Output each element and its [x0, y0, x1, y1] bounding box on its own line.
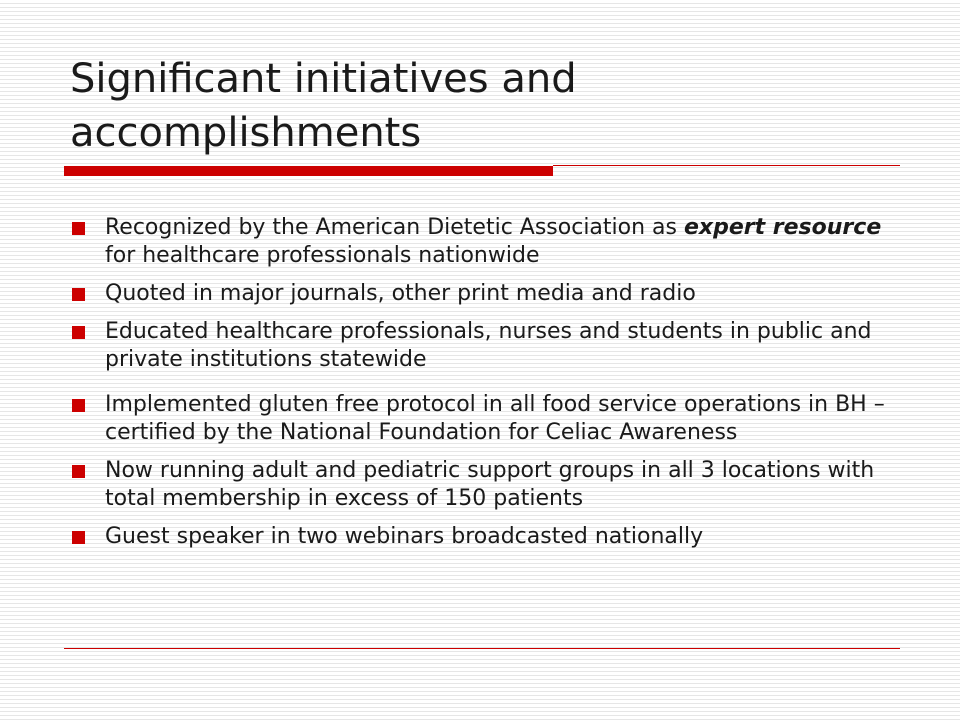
bullet-item	[72, 280, 902, 308]
bullet-text: Educated healthcare professionals, nurses and students in public and private institutions statewide	[105, 319, 872, 372]
bullet-text: Quoted in major journals, other print media and radio	[105, 281, 696, 306]
square-bullet-icon	[72, 288, 85, 301]
bullet-item	[72, 523, 902, 551]
bullet-text-lead: Recognized by the American Dietetic Association as	[105, 215, 684, 240]
title-underline-thin	[553, 165, 900, 166]
bullet-text: Guest speaker in two webinars broadcasted nationally	[105, 524, 704, 549]
bullet-item	[72, 318, 902, 374]
square-bullet-icon	[72, 326, 85, 339]
bullet-list	[72, 214, 902, 561]
footer-rule	[64, 648, 900, 649]
square-bullet-icon	[72, 531, 85, 544]
bullet-item	[72, 214, 902, 270]
square-bullet-icon	[72, 399, 85, 412]
square-bullet-icon	[72, 222, 85, 235]
title-underline-thick	[64, 166, 553, 176]
slide-title: Significant initiatives and accomplishments	[70, 56, 577, 156]
bullet-text: Implemented gluten free protocol in all food service operations in BH – certified by the National Foundation for Celiac Awareness	[105, 392, 885, 445]
bullet-text: Now running adult and pediatric support groups in all 3 locations with total membership in excess of 150 patients	[105, 458, 875, 511]
bullet-item	[72, 391, 902, 447]
bullet-text-tail: for healthcare professionals nationwide	[105, 243, 540, 268]
bullet-item	[72, 457, 902, 513]
bullet-text-emphasis: expert resource	[683, 215, 882, 240]
square-bullet-icon	[72, 465, 85, 478]
